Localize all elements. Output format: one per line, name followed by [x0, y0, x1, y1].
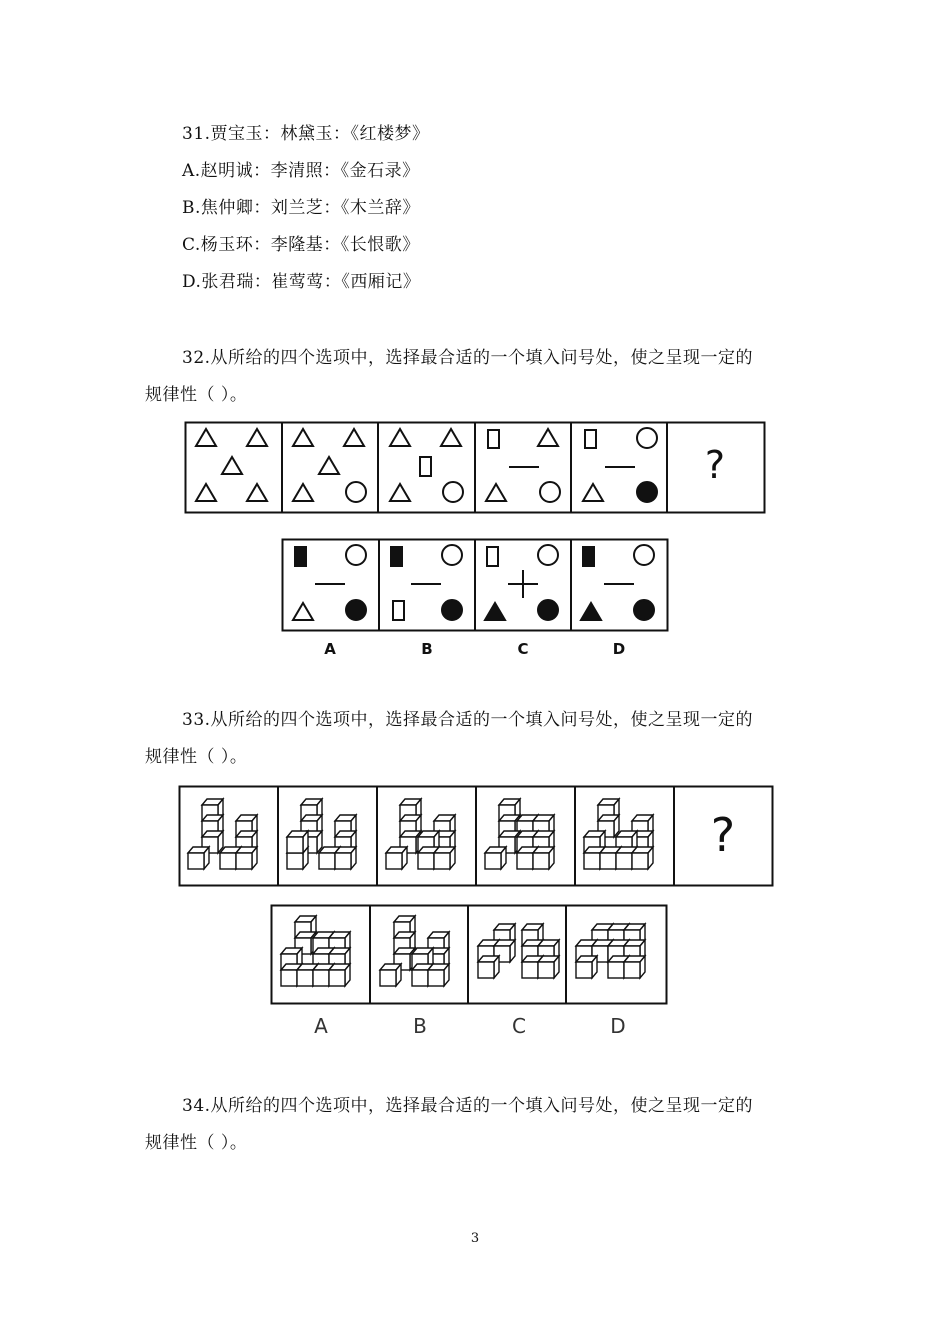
q32-sequence-figure: [184, 421, 766, 515]
q33-options-figure: [270, 904, 668, 1040]
q32-label-c: C: [517, 640, 529, 658]
q32-label-a: A: [324, 640, 336, 658]
q32-label-d: D: [612, 640, 626, 658]
q31-option-d: D.张君瑞：崔莺莺：《西厢记》: [182, 272, 421, 292]
q33-label-b: B: [413, 1014, 427, 1038]
q31-option-a: A.赵明诚：李清照：《金石录》: [182, 161, 420, 181]
q33-stem-line1: 33.从所给的四个选项中，选择最合适的一个填入问号处，使之呈现一定的: [182, 710, 754, 730]
q32-question-mark: ?: [704, 443, 726, 487]
q31-option-b: B.焦仲卿：刘兰芝：《木兰辞》: [182, 198, 420, 218]
q31-stem: 31.贾宝玉：林黛玉：《红楼梦》: [182, 124, 430, 144]
q31-option-c: C.杨玉环：李隆基：《长恨歌》: [182, 235, 420, 255]
q33-stem-line2: 规律性（ ）。: [145, 747, 248, 767]
q32-options-figure: [281, 538, 669, 662]
q32-label-b: B: [421, 640, 433, 658]
q32-stem-line2: 规律性（ ）。: [145, 385, 248, 405]
q34-stem-line1: 34.从所给的四个选项中，选择最合适的一个填入问号处，使之呈现一定的: [182, 1096, 754, 1116]
q33-question-mark: ?: [710, 808, 736, 862]
q33-label-d: D: [610, 1014, 626, 1038]
q33-label-a: A: [314, 1014, 328, 1038]
q32-stem-line1: 32.从所给的四个选项中，选择最合适的一个填入问号处，使之呈现一定的: [182, 348, 754, 368]
q34-stem-line2: 规律性（ ）。: [145, 1133, 248, 1153]
q33-label-c: C: [512, 1014, 526, 1038]
q33-sequence-figure: [178, 785, 774, 887]
page-number: 3: [470, 1231, 480, 1246]
